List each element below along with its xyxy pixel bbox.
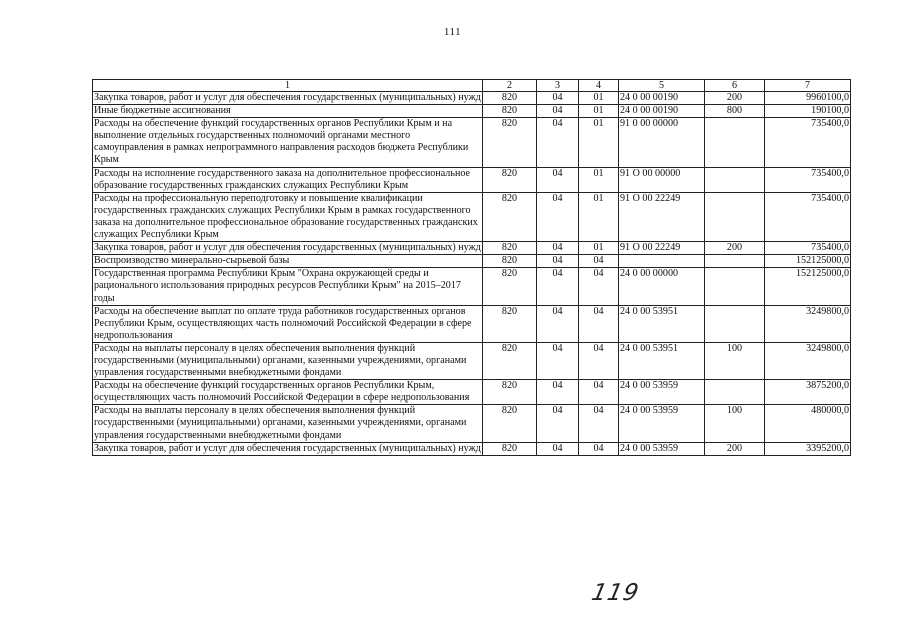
row-ministry-code: 820 bbox=[483, 105, 537, 118]
row-target-article: 24 0 00 53959 bbox=[619, 380, 705, 405]
row-expense-type: 200 bbox=[705, 442, 765, 455]
row-section-code: 04 bbox=[537, 192, 579, 241]
table-row bbox=[93, 105, 851, 118]
row-description: Воспроизводство минерально-сырьевой базы bbox=[93, 255, 483, 268]
row-amount: 190100,0 bbox=[765, 105, 851, 118]
row-description: Расходы на выплаты персоналу в целях обеспечения выполнения функций государственными (муниципальными) органами, казенными учреждениями, органами управления государственными внебюджетными фондами bbox=[93, 405, 483, 442]
row-subsection-code: 01 bbox=[579, 118, 619, 167]
header-col-7: 7 bbox=[765, 80, 851, 92]
header-col-4: 4 bbox=[579, 80, 619, 92]
row-expense-type: 800 bbox=[705, 105, 765, 118]
budget-table bbox=[92, 79, 851, 456]
row-description: Расходы на обеспечение выплат по оплате труда работников государственных органов Республики Крым, осуществляющих часть полномочий Российской Федерации в сфере недропользования bbox=[93, 305, 483, 342]
row-target-article: 24 0 00 00190 bbox=[619, 105, 705, 118]
row-expense-type: 100 bbox=[705, 405, 765, 442]
row-description: Расходы на обеспечение функций государственных органов Республики Крым и на выполнение отдельных государственных полномочий органами местного самоуправления в рамках непрограммного направления расходов бюджета Республики Крым bbox=[93, 118, 483, 167]
row-target-article: 91 О 00 22249 bbox=[619, 242, 705, 255]
row-subsection-code: 01 bbox=[579, 242, 619, 255]
row-ministry-code: 820 bbox=[483, 192, 537, 241]
row-description: Закупка товаров, работ и услуг для обеспечения государственных (муниципальных) нужд bbox=[94, 242, 481, 254]
row-ministry-code: 820 bbox=[483, 442, 537, 455]
row-expense-type bbox=[705, 255, 765, 268]
row-expense-type: 200 bbox=[705, 242, 765, 255]
table-body bbox=[93, 92, 851, 456]
row-amount: 735400,0 bbox=[765, 242, 851, 255]
header-row bbox=[93, 80, 851, 92]
row-section-code: 04 bbox=[537, 255, 579, 268]
header-col-2: 2 bbox=[483, 80, 537, 92]
row-ministry-code: 820 bbox=[483, 118, 537, 167]
table-row bbox=[93, 255, 851, 268]
row-section-code: 04 bbox=[537, 342, 579, 379]
row-target-article: 24 0 00 00000 bbox=[619, 268, 705, 305]
table-row bbox=[93, 380, 851, 405]
row-expense-type: 100 bbox=[705, 342, 765, 379]
row-expense-type bbox=[705, 192, 765, 241]
table-row bbox=[93, 167, 851, 192]
row-subsection-code: 01 bbox=[579, 167, 619, 192]
row-amount: 735400,0 bbox=[765, 167, 851, 192]
row-section-code: 04 bbox=[537, 405, 579, 442]
row-target-article: 24 0 00 00190 bbox=[619, 92, 705, 105]
row-expense-type bbox=[705, 118, 765, 167]
row-ministry-code: 820 bbox=[483, 167, 537, 192]
row-target-article: 91 О 00 00000 bbox=[619, 167, 705, 192]
handwritten-page-number: 119 bbox=[589, 580, 642, 606]
row-description: Государственная программа Республики Крым "Охрана окружающей среды и рационального использования природных ресурсов Республики Крым" на 2015–2017 годы bbox=[93, 268, 483, 305]
row-amount: 3249800,0 bbox=[765, 342, 851, 379]
table-row bbox=[93, 92, 851, 105]
row-ministry-code: 820 bbox=[483, 305, 537, 342]
row-section-code: 04 bbox=[537, 105, 579, 118]
row-subsection-code: 04 bbox=[579, 442, 619, 455]
row-section-code: 04 bbox=[537, 242, 579, 255]
row-amount: 152125000,0 bbox=[765, 255, 851, 268]
table-row bbox=[93, 192, 851, 241]
row-target-article: 24 0 00 53951 bbox=[619, 342, 705, 379]
row-section-code: 04 bbox=[537, 442, 579, 455]
row-section-code: 04 bbox=[537, 92, 579, 105]
row-description: Закупка товаров, работ и услуг для обеспечения государственных (муниципальных) нужд bbox=[94, 442, 481, 454]
row-subsection-code: 04 bbox=[579, 268, 619, 305]
row-ministry-code: 820 bbox=[483, 405, 537, 442]
header-col-5: 5 bbox=[619, 80, 705, 92]
row-description: Расходы на исполнение государственного заказа на дополнительное профессиональное образование государственных гражданских служащих Республики Крым bbox=[93, 167, 483, 192]
row-amount: 735400,0 bbox=[765, 192, 851, 241]
row-ministry-code: 820 bbox=[483, 342, 537, 379]
row-amount: 152125000,0 bbox=[765, 268, 851, 305]
row-description: Иные бюджетные ассигнования bbox=[93, 105, 483, 118]
table-row bbox=[93, 442, 851, 455]
row-target-article: 24 0 00 53959 bbox=[619, 442, 705, 455]
row-expense-type: 200 bbox=[705, 92, 765, 105]
row-target-article: 24 0 00 53951 bbox=[619, 305, 705, 342]
table-row bbox=[93, 305, 851, 342]
row-amount: 3875200,0 bbox=[765, 380, 851, 405]
header-col-3: 3 bbox=[537, 80, 579, 92]
header-col-6: 6 bbox=[705, 80, 765, 92]
row-amount: 480000,0 bbox=[765, 405, 851, 442]
row-section-code: 04 bbox=[537, 118, 579, 167]
row-expense-type bbox=[705, 167, 765, 192]
row-amount: 735400,0 bbox=[765, 118, 851, 167]
table-row bbox=[93, 342, 851, 379]
row-ministry-code: 820 bbox=[483, 268, 537, 305]
row-subsection-code: 04 bbox=[579, 405, 619, 442]
row-ministry-code: 820 bbox=[483, 242, 537, 255]
row-subsection-code: 04 bbox=[579, 255, 619, 268]
table-row bbox=[93, 118, 851, 167]
row-description: Закупка товаров, работ и услуг для обеспечения государственных (муниципальных) нужд bbox=[94, 92, 481, 103]
row-ministry-code: 820 bbox=[483, 380, 537, 405]
row-section-code: 04 bbox=[537, 268, 579, 305]
row-expense-type bbox=[705, 380, 765, 405]
row-description: Расходы на профессиональную переподготовку и повышение квалификации государственных гражданских служащих Республики Крым в рамках государственного заказа на дополнительное профессиональное образование государственных гражданских служащих Республики Крым bbox=[93, 192, 483, 241]
row-section-code: 04 bbox=[537, 380, 579, 405]
row-amount: 9960100,0 bbox=[765, 92, 851, 105]
row-target-article: 24 0 00 53959 bbox=[619, 405, 705, 442]
row-target-article: 91 О 00 22249 bbox=[619, 192, 705, 241]
row-target-article: 91 0 00 00000 bbox=[619, 118, 705, 167]
row-expense-type bbox=[705, 268, 765, 305]
row-subsection-code: 01 bbox=[579, 92, 619, 105]
table-row bbox=[93, 405, 851, 442]
row-description: Расходы на выплаты персоналу в целях обеспечения выполнения функций государственными (муниципальными) органами, казенными учреждениями, органами управления государственными внебюджетными фондами bbox=[93, 342, 483, 379]
row-amount: 3249800,0 bbox=[765, 305, 851, 342]
row-ministry-code: 820 bbox=[483, 92, 537, 105]
row-subsection-code: 01 bbox=[579, 105, 619, 118]
row-target-article bbox=[619, 255, 705, 268]
row-section-code: 04 bbox=[537, 167, 579, 192]
row-subsection-code: 04 bbox=[579, 305, 619, 342]
row-expense-type bbox=[705, 305, 765, 342]
table-row bbox=[93, 242, 851, 255]
table-row bbox=[93, 268, 851, 305]
row-subsection-code: 04 bbox=[579, 342, 619, 379]
row-amount: 3395200,0 bbox=[765, 442, 851, 455]
header-col-1: 1 bbox=[93, 80, 483, 92]
row-description: Расходы на обеспечение функций государственных органов Республики Крым, осуществляющих часть полномочий Российской Федерации в сфере недропользования bbox=[93, 380, 483, 405]
row-section-code: 04 bbox=[537, 305, 579, 342]
row-subsection-code: 04 bbox=[579, 380, 619, 405]
row-subsection-code: 01 bbox=[579, 192, 619, 241]
row-ministry-code: 820 bbox=[483, 255, 537, 268]
page-number: 111 bbox=[443, 26, 462, 38]
